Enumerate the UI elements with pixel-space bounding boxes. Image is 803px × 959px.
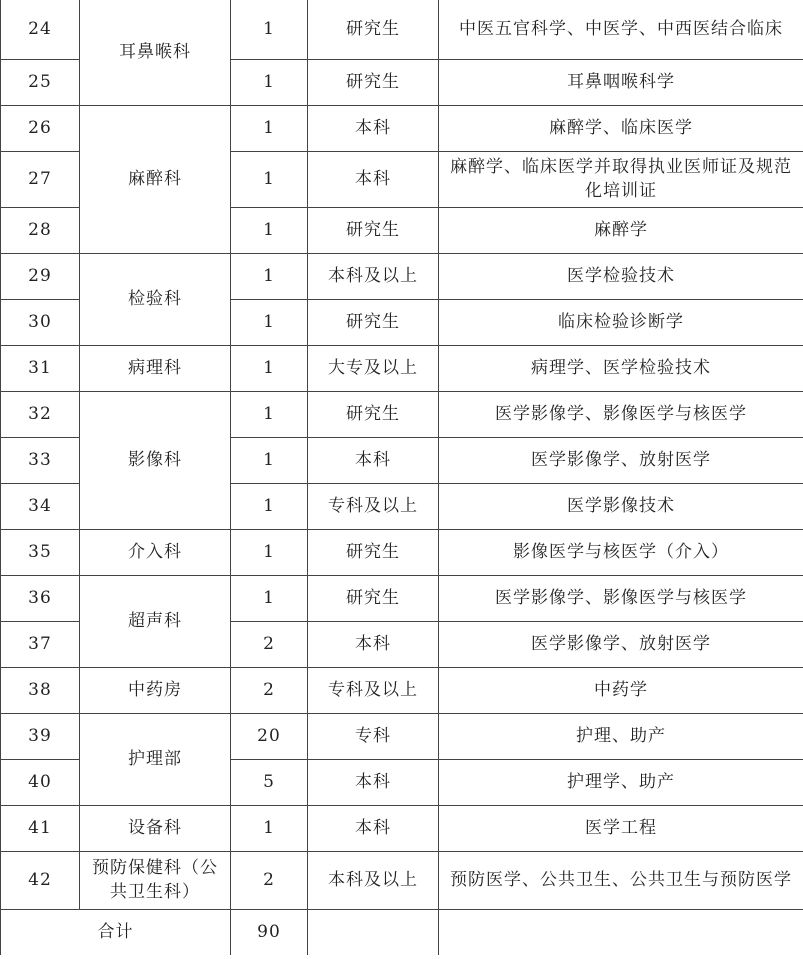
headcount: 1 [231,575,308,621]
headcount: 1 [231,253,308,299]
education-requirement: 本科 [308,759,439,805]
education-requirement: 研究生 [308,299,439,345]
row-number: 27 [1,151,80,207]
table-row [1,345,803,391]
headcount: 1 [231,345,308,391]
major-requirement: 麻醉学 [439,207,803,253]
major-requirement: 耳鼻咽喉科学 [439,59,803,105]
row-number: 36 [1,575,80,621]
headcount: 1 [231,391,308,437]
major-requirement: 护理、助产 [439,713,803,759]
row-number: 26 [1,105,80,151]
table-row [1,575,803,621]
headcount: 2 [231,667,308,713]
major-requirement: 预防医学、公共卫生、公共卫生与预防医学 [439,851,803,909]
education-requirement: 本科 [308,805,439,851]
major-requirement: 医学影像技术 [439,483,803,529]
education-requirement: 研究生 [308,529,439,575]
education-requirement: 本科及以上 [308,253,439,299]
headcount: 1 [231,437,308,483]
headcount: 2 [231,621,308,667]
row-number: 30 [1,299,80,345]
major-requirement: 临床检验诊断学 [439,299,803,345]
department-name: 介入科 [80,529,231,575]
table-row [1,0,803,59]
department-name: 预防保健科（公共卫生科） [80,851,231,909]
row-number: 33 [1,437,80,483]
headcount: 1 [231,105,308,151]
major-requirement: 医学影像学、放射医学 [439,621,803,667]
major-requirement: 麻醉学、临床医学并取得执业医师证及规范化培训证 [439,151,803,207]
education-requirement: 本科及以上 [308,851,439,909]
major-requirement: 病理学、医学检验技术 [439,345,803,391]
major-requirement: 医学影像学、影像医学与核医学 [439,575,803,621]
major-requirement: 中药学 [439,667,803,713]
headcount: 20 [231,713,308,759]
row-number: 34 [1,483,80,529]
headcount: 1 [231,299,308,345]
table-row [1,391,803,437]
education-requirement: 专科及以上 [308,667,439,713]
headcount: 1 [231,0,308,59]
headcount: 1 [231,207,308,253]
major-requirement: 医学工程 [439,805,803,851]
table-row [1,529,803,575]
major-requirement: 中医五官科学、中医学、中西医结合临床 [439,0,803,59]
row-number: 25 [1,59,80,105]
education-requirement: 专科及以上 [308,483,439,529]
major-requirement: 医学影像学、放射医学 [439,437,803,483]
headcount: 2 [231,851,308,909]
total-count: 90 [231,909,308,955]
table-body [1,0,803,955]
headcount: 1 [231,483,308,529]
education-requirement: 研究生 [308,391,439,437]
department-name: 中药房 [80,667,231,713]
row-number: 28 [1,207,80,253]
education-requirement: 本科 [308,151,439,207]
row-number: 40 [1,759,80,805]
table-row [1,805,803,851]
department-name: 护理部 [80,713,231,805]
total-education [308,909,439,955]
education-requirement: 研究生 [308,207,439,253]
department-name: 耳鼻喉科 [80,0,231,105]
row-number: 42 [1,851,80,909]
education-requirement: 研究生 [308,59,439,105]
row-number: 37 [1,621,80,667]
total-row [1,909,803,955]
major-requirement: 护理学、助产 [439,759,803,805]
major-requirement: 医学影像学、影像医学与核医学 [439,391,803,437]
row-number: 31 [1,345,80,391]
education-requirement: 研究生 [308,575,439,621]
table-row [1,105,803,151]
department-name: 影像科 [80,391,231,529]
education-requirement: 本科 [308,621,439,667]
education-requirement: 大专及以上 [308,345,439,391]
table-row [1,713,803,759]
education-requirement: 专科 [308,713,439,759]
row-number: 38 [1,667,80,713]
headcount: 1 [231,529,308,575]
row-number: 39 [1,713,80,759]
row-number: 32 [1,391,80,437]
major-requirement: 影像医学与核医学（介入） [439,529,803,575]
headcount: 1 [231,151,308,207]
table-row [1,667,803,713]
education-requirement: 本科 [308,437,439,483]
table-row [1,253,803,299]
row-number: 41 [1,805,80,851]
department-name: 检验科 [80,253,231,345]
table-row [1,851,803,909]
education-requirement: 本科 [308,105,439,151]
row-number: 24 [1,0,80,59]
department-name: 设备科 [80,805,231,851]
total-major [439,909,803,955]
major-requirement: 医学检验技术 [439,253,803,299]
headcount: 1 [231,59,308,105]
headcount: 1 [231,805,308,851]
total-label: 合计 [1,909,231,955]
headcount: 5 [231,759,308,805]
row-number: 29 [1,253,80,299]
department-name: 病理科 [80,345,231,391]
row-number: 35 [1,529,80,575]
department-name: 超声科 [80,575,231,667]
major-requirement: 麻醉学、临床医学 [439,105,803,151]
department-name: 麻醉科 [80,105,231,253]
education-requirement: 研究生 [308,0,439,59]
